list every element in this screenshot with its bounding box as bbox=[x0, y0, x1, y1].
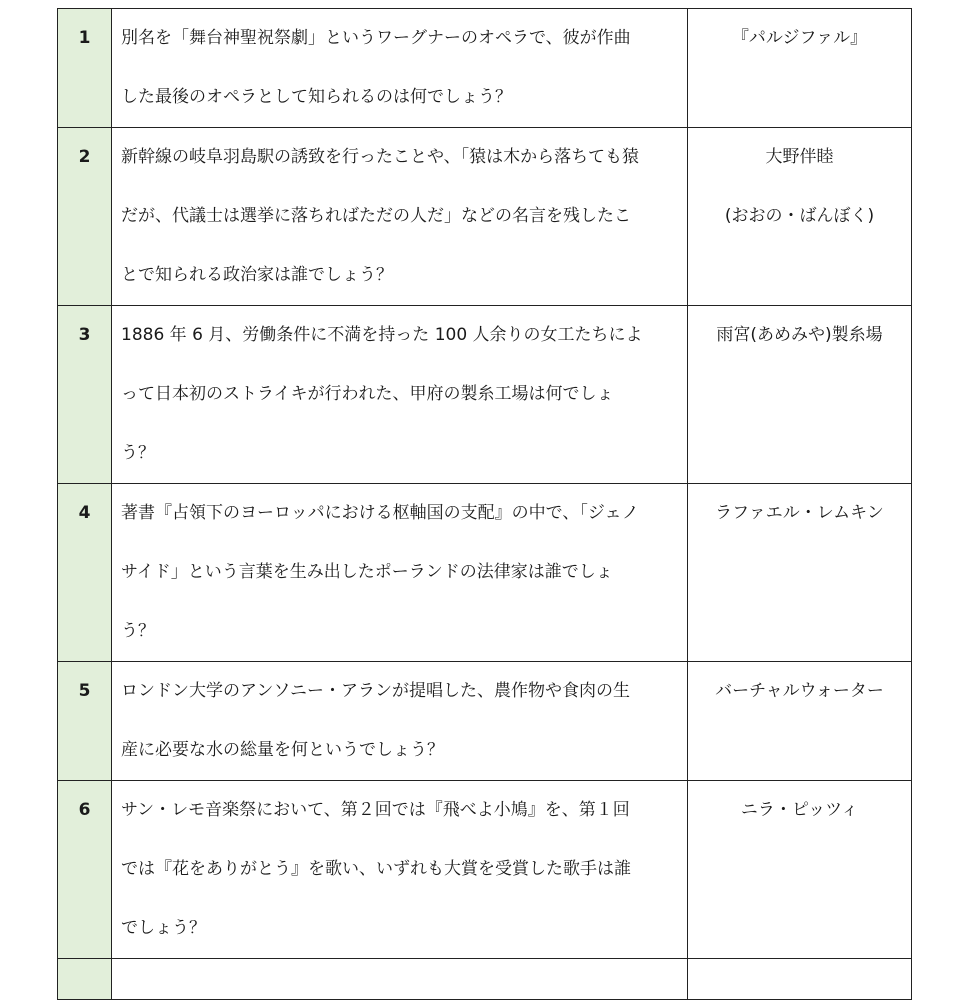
table-row bbox=[58, 306, 912, 484]
table-row bbox=[58, 128, 912, 306]
quiz-table bbox=[57, 8, 912, 1000]
question-line: でしょう？ bbox=[121, 918, 206, 938]
question-number: 6 bbox=[58, 781, 112, 959]
answer-line: バーチャルウォーター bbox=[715, 681, 884, 701]
empty-cell bbox=[688, 959, 912, 1000]
question-number: 4 bbox=[58, 484, 112, 662]
question-line: う？ bbox=[121, 621, 155, 641]
question-number: 1 bbox=[58, 9, 112, 128]
question-line: とで知られる政治家は誰でしょう？ bbox=[121, 265, 393, 285]
question-line: 1886 年 6 月、労働条件に不満を持った 100 人余りの女工たちによ bbox=[121, 325, 643, 345]
answer-cell bbox=[688, 306, 912, 484]
empty-cell bbox=[112, 959, 688, 1000]
answer-line: 『パルジファル』 bbox=[731, 28, 868, 48]
quiz-table-body bbox=[58, 9, 912, 1000]
question-line: した最後のオペラとして知られるのは何でしょう？ bbox=[121, 87, 512, 107]
question-cell bbox=[112, 484, 688, 662]
answer-line: ラファエル・レムキン bbox=[715, 503, 884, 523]
question-line: サイド」という言葉を生み出したポーランドの法律家は誰でしょ bbox=[121, 562, 613, 582]
answer-cell bbox=[688, 781, 912, 959]
question-line: では『花をありがとう』を歌い、いずれも大賞を受賞した歌手は誰 bbox=[121, 859, 631, 879]
question-line: って日本初のストライキが行われた、甲府の製糸工場は何でしょ bbox=[121, 384, 614, 404]
question-line: 産に必要な水の総量を何というでしょう？ bbox=[121, 740, 444, 760]
answer-cell bbox=[688, 662, 912, 781]
table-row-partial bbox=[58, 959, 912, 1000]
answer-cell bbox=[688, 128, 912, 306]
table-row bbox=[58, 781, 912, 959]
question-line: ロンドン大学のアンソニー・アランが提唱した、農作物や食肉の生 bbox=[121, 681, 630, 701]
question-number: 5 bbox=[58, 662, 112, 781]
question-cell bbox=[112, 662, 688, 781]
question-cell bbox=[112, 9, 688, 128]
question-line: だが、代議士は選挙に落ちればただの人だ」などの名言を残したこ bbox=[121, 206, 631, 226]
question-line: 著書『占領下のヨーロッパにおける枢軸国の支配』の中で、「ジェノ bbox=[121, 503, 639, 523]
question-number: 3 bbox=[58, 306, 112, 484]
question-line: 別名を「舞台神聖祝祭劇」というワーグナーのオペラで、彼が作曲 bbox=[121, 28, 631, 48]
question-line: 新幹線の岐阜羽島駅の誘致を行ったことや、「猿は木から落ちても猿 bbox=[121, 147, 639, 167]
question-cell bbox=[112, 306, 688, 484]
question-number: 2 bbox=[58, 128, 112, 306]
question-cell bbox=[112, 128, 688, 306]
answer-line: (おおの・ばんぼく) bbox=[724, 206, 875, 226]
empty-cell bbox=[58, 959, 112, 1000]
table-row bbox=[58, 662, 912, 781]
question-cell bbox=[112, 781, 688, 959]
answer-line: 雨宮(あめみや)製糸場 bbox=[716, 325, 883, 345]
answer-line: ニラ・ピッツィ bbox=[740, 800, 859, 820]
answer-cell bbox=[688, 484, 912, 662]
question-line: う？ bbox=[121, 443, 155, 463]
table-row bbox=[58, 484, 912, 662]
answer-cell bbox=[688, 9, 912, 128]
table-row bbox=[58, 9, 912, 128]
answer-line: 大野伴睦 bbox=[765, 147, 834, 167]
question-line: サン・レモ音楽祭において、第２回では『飛べよ小鳩』を、第１回 bbox=[121, 800, 630, 820]
